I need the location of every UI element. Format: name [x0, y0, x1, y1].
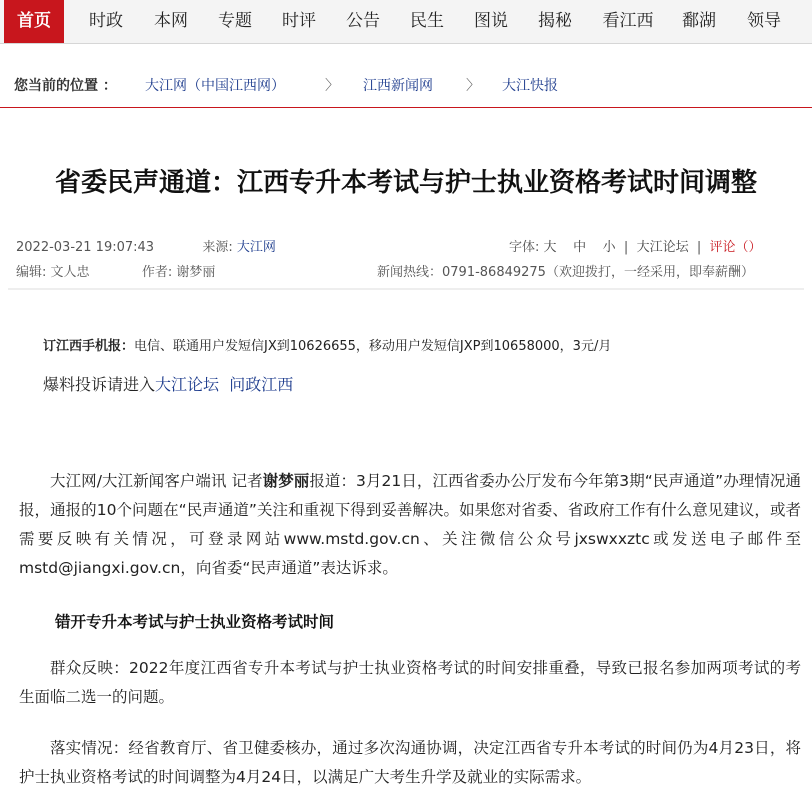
comment-link[interactable]: 评论（） [709, 240, 762, 255]
breadcrumb-item-express[interactable]: 大江快报 [502, 78, 558, 94]
breadcrumb [0, 63, 812, 108]
article-paragraph: 群众反映：2022年度江西省专升本考试与护士执业资格考试的时间安排重叠，导致已报名参加两项考试的考生面临二选一的问题。 [19, 659, 801, 706]
nav-item-leaders[interactable]: 领导 [747, 11, 781, 31]
paragraph-text: 报道：3月21日，江西省委办公厅发布今年第3期“民声通道”办理情况通报，通报的10个问题在“民声通道”关注和重视下得到妥善解决。如果您对省委、省政府工作有什么意见建议，或者需要反映有关情况，可登录网站www.mstd.gov.cn、关注微信公众号jxswxxztc或发送电子邮件至mstd@jiangxi.gov.cn，向省委“民声通道”表达诉求。 [19, 472, 801, 577]
nav-item-poyang[interactable]: 鄱湖 [682, 11, 716, 31]
nav-item-jiangxi[interactable]: 看江西 [602, 11, 654, 31]
nav-item-home[interactable]: 首页 [4, 0, 64, 43]
article-paragraph [19, 467, 801, 583]
top-nav [0, 0, 812, 44]
nav-item-livelihood[interactable]: 民生 [410, 11, 444, 31]
nav-item-politics[interactable]: 时政 [89, 11, 123, 31]
chevron-right-icon: 〉 [325, 78, 339, 94]
wenzheng-link[interactable]: 问政江西 [229, 375, 294, 394]
font-size-medium[interactable]: 中 [573, 240, 587, 255]
editor-label: 编辑: [16, 265, 47, 280]
subscription-text: 电信、联通用户发短信JX到10626655，移动用户发短信JXP到10658000，3元/月 [134, 339, 612, 354]
meta-divider [8, 288, 804, 290]
nav-item-notice[interactable]: 公告 [346, 11, 380, 31]
report-prefix: 爆料投诉请进入 [43, 375, 156, 394]
source-link[interactable]: 大江网 [236, 240, 276, 255]
chevron-right-icon: 〉 [466, 78, 480, 94]
article-byline [16, 261, 215, 280]
nav-item-special[interactable]: 专题 [218, 11, 252, 31]
breadcrumb-label: 您当前的位置 ： [14, 78, 117, 94]
forum-report-link[interactable]: 大江论坛 [155, 375, 220, 394]
forum-link[interactable]: 大江论坛 [636, 240, 689, 255]
author-label: 作者: [141, 265, 173, 280]
author-name: 谢梦丽 [176, 265, 216, 280]
article-paragraph: 落实情况：经省教育厅、省卫健委核办，通过多次沟通协调，决定江西省专升本考试的时间仍为4月23日，将护士执业资格考试的时间调整为4月24日，以满足广大考生升学及就业的实际需求。 [19, 739, 801, 786]
font-size-small[interactable]: 小 [602, 240, 616, 255]
source-label: 来源: [202, 240, 233, 255]
subscription-label: 订江西手机报： [43, 339, 135, 354]
breadcrumb-item-dajiang[interactable]: 大江网（中国江西网） [145, 78, 285, 94]
article-datetime: 2022-03-21 19:07:43 [16, 240, 155, 255]
reporter-name: 谢梦丽 [262, 472, 310, 490]
nav-item-commentary[interactable]: 时评 [282, 11, 316, 31]
divider: | [692, 240, 706, 255]
breadcrumb-item-jiangxi-news[interactable]: 江西新闻网 [363, 78, 433, 94]
report-line [43, 372, 293, 395]
editor-name: 文人忠 [50, 265, 90, 280]
news-hotline: 新闻热线：0791-86849275（欢迎拨打，一经采用，即奉薪酬） [377, 265, 754, 280]
nav-item-this-site[interactable]: 本网 [154, 11, 188, 31]
subscription-notice [43, 335, 611, 354]
nav-item-reveal[interactable]: 揭秘 [538, 11, 572, 31]
divider: | [619, 240, 633, 255]
font-size-label: 字体: [509, 240, 540, 255]
article-tools [509, 236, 762, 255]
font-size-large[interactable]: 大 [543, 240, 557, 255]
nav-item-picture[interactable]: 图说 [474, 11, 508, 31]
section-heading: 错开专升本考试与护士执业资格考试时间 [55, 612, 335, 631]
article-meta-left [16, 236, 276, 255]
paragraph-text: 大江网/大江新闻客户端讯 记者 [50, 472, 263, 490]
page-title: 省委民声通道：江西专升本考试与护士执业资格考试时间调整 [54, 168, 757, 198]
